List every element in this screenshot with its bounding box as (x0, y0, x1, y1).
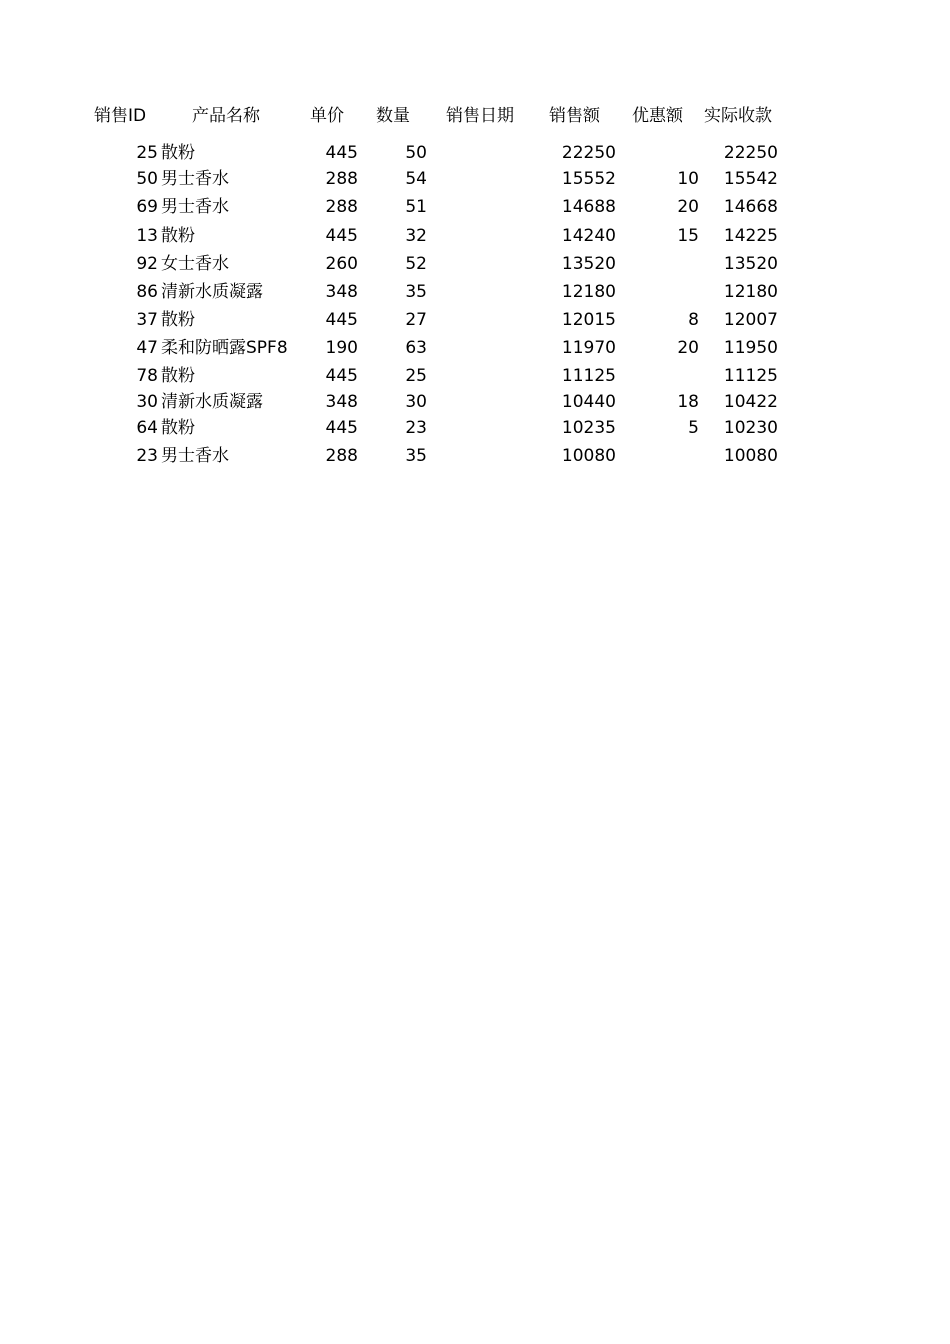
cell-discount (620, 364, 699, 388)
cell-actual-receipt: 12007 (723, 310, 778, 330)
table-row (0, 141, 950, 167)
cell-sales-id: 37 (136, 310, 158, 330)
cell-product-name: 清新水质凝露 (161, 392, 263, 412)
cell-product-name: 男士香水 (161, 197, 229, 217)
cell-sales-amount: 22250 (561, 143, 616, 163)
cell-sale-date (440, 416, 530, 440)
cell-sales-id: 64 (136, 418, 158, 438)
cell-unit-price: 445 (325, 418, 358, 438)
cell-sales-amount: 14688 (561, 197, 616, 217)
cell-sale-date (440, 252, 530, 276)
cell-sales-id: 30 (136, 392, 158, 412)
header-sale-date: 销售日期 (446, 106, 514, 126)
cell-sales-amount: 12180 (561, 282, 616, 302)
cell-sales-id: 86 (136, 282, 158, 302)
cell-quantity: 32 (405, 226, 427, 246)
cell-product-name: 女士香水 (161, 254, 229, 274)
cell-unit-price: 288 (325, 197, 358, 217)
cell-unit-price: 348 (325, 282, 358, 302)
cell-product-name: 散粉 (161, 226, 195, 246)
cell-sale-date (440, 364, 530, 388)
cell-discount (620, 252, 699, 276)
cell-quantity: 35 (405, 282, 427, 302)
cell-unit-price: 445 (325, 143, 358, 163)
cell-actual-receipt: 13520 (723, 254, 778, 274)
cell-quantity: 51 (405, 197, 427, 217)
cell-actual-receipt: 14225 (723, 226, 778, 246)
cell-quantity: 50 (405, 143, 427, 163)
cell-sales-id: 47 (136, 338, 158, 358)
cell-discount: 8 (688, 310, 699, 330)
cell-product-name: 男士香水 (161, 169, 229, 189)
cell-discount: 20 (677, 338, 699, 358)
cell-unit-price: 445 (325, 226, 358, 246)
cell-actual-receipt: 22250 (723, 143, 778, 163)
cell-sales-amount: 10235 (561, 418, 616, 438)
cell-discount: 15 (677, 226, 699, 246)
cell-sale-date (440, 444, 530, 468)
cell-sales-id: 25 (136, 143, 158, 163)
table-row (0, 252, 950, 278)
cell-quantity: 52 (405, 254, 427, 274)
cell-sales-id: 92 (136, 254, 158, 274)
cell-unit-price: 288 (325, 169, 358, 189)
cell-unit-price: 445 (325, 366, 358, 386)
cell-sale-date (440, 141, 530, 165)
cell-quantity: 30 (405, 392, 427, 412)
cell-sales-amount: 11970 (561, 338, 616, 358)
cell-unit-price: 190 (325, 338, 358, 358)
cell-sale-date (440, 308, 530, 332)
header-product-name: 产品名称 (192, 106, 260, 126)
cell-discount (620, 444, 699, 468)
cell-quantity: 54 (405, 169, 427, 189)
cell-product-name: 清新水质凝露 (161, 282, 263, 302)
cell-product-name: 散粉 (161, 418, 195, 438)
cell-product-name: 散粉 (161, 366, 195, 386)
cell-sales-amount: 10080 (561, 446, 616, 466)
header-sales-amount: 销售额 (549, 106, 600, 126)
cell-actual-receipt: 10080 (723, 446, 778, 466)
cell-discount (620, 141, 699, 165)
header-sales-id: 销售ID (94, 106, 147, 126)
cell-quantity: 27 (405, 310, 427, 330)
cell-sales-amount: 13520 (561, 254, 616, 274)
cell-product-name: 男士香水 (161, 446, 229, 466)
table-row (0, 336, 950, 362)
table-row (0, 390, 950, 416)
cell-sales-amount: 11125 (561, 366, 616, 386)
cell-sale-date (440, 336, 530, 360)
cell-unit-price: 445 (325, 310, 358, 330)
cell-unit-price: 260 (325, 254, 358, 274)
cell-discount: 18 (677, 392, 699, 412)
cell-actual-receipt: 10230 (723, 418, 778, 438)
cell-actual-receipt: 12180 (723, 282, 778, 302)
header-quantity: 数量 (376, 106, 410, 126)
cell-product-name: 散粉 (161, 310, 195, 330)
cell-sales-id: 13 (136, 226, 158, 246)
cell-sale-date (440, 167, 530, 191)
cell-quantity: 25 (405, 366, 427, 386)
cell-sale-date (440, 195, 530, 219)
table-row (0, 224, 950, 250)
table-row (0, 308, 950, 334)
cell-sale-date (440, 224, 530, 248)
cell-quantity: 23 (405, 418, 427, 438)
cell-discount: 20 (677, 197, 699, 217)
table-row (0, 280, 950, 306)
table-row (0, 444, 950, 470)
cell-sales-id: 78 (136, 366, 158, 386)
cell-product-name: 柔和防晒露SPF8 (161, 338, 288, 358)
cell-sales-amount: 12015 (561, 310, 616, 330)
cell-sales-amount: 15552 (561, 169, 616, 189)
cell-sales-id: 50 (136, 169, 158, 189)
table-row (0, 195, 950, 221)
cell-actual-receipt: 10422 (723, 392, 778, 412)
cell-actual-receipt: 11950 (723, 338, 778, 358)
header-actual-receipt: 实际收款 (704, 106, 772, 126)
cell-sale-date (440, 390, 530, 414)
cell-sales-amount: 14240 (561, 226, 616, 246)
cell-sales-id: 23 (136, 446, 158, 466)
table-row (0, 416, 950, 442)
cell-discount (620, 280, 699, 304)
cell-actual-receipt: 15542 (723, 169, 778, 189)
table-row (0, 167, 950, 193)
cell-unit-price: 348 (325, 392, 358, 412)
cell-actual-receipt: 14668 (723, 197, 778, 217)
cell-discount: 5 (688, 418, 699, 438)
header-unit-price: 单价 (310, 106, 344, 126)
cell-sale-date (440, 280, 530, 304)
cell-actual-receipt: 11125 (723, 366, 778, 386)
cell-product-name: 散粉 (161, 143, 195, 163)
header-discount: 优惠额 (632, 106, 683, 126)
cell-discount: 10 (677, 169, 699, 189)
cell-unit-price: 288 (325, 446, 358, 466)
cell-quantity: 35 (405, 446, 427, 466)
cell-quantity: 63 (405, 338, 427, 358)
cell-sales-amount: 10440 (561, 392, 616, 412)
cell-sales-id: 69 (136, 197, 158, 217)
table-row (0, 364, 950, 390)
